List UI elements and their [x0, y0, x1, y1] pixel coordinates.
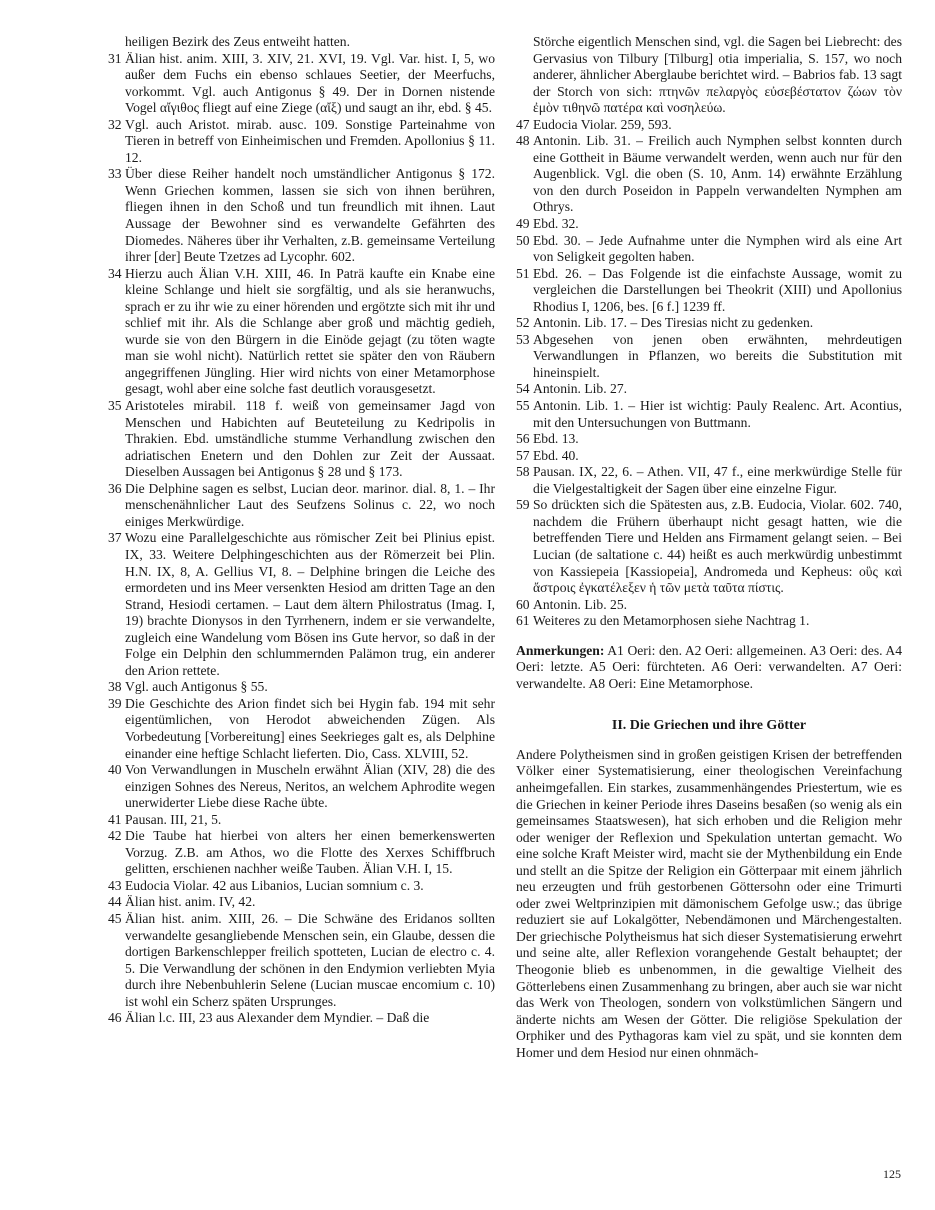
footnote-60: 60 Antonin. Lib. 25.	[516, 596, 628, 612]
footnote-55: 55 Antonin. Lib. 1. – Hier ist wichtig: Pauly Realenc. Art. Acontius, mit den Untersuchungen von Buttmann.	[516, 398, 902, 430]
footnote-36: 36 Die Delphine sagen es selbst, Lucian deor. marinor. dial. 8, 1. – Ihr menschenähnlicher Laut des Seufzens Solinus c. 22, wo noch einiges Merkwürdige.	[108, 480, 495, 529]
annotations	[516, 643, 902, 693]
footnote-51: 51 Ebd. 26. – Das Folgende ist die einfachste Aussage, womit zu vergleichen die Darstellungen bei Theokrit (XIII) und Apollonius Rhodius I, 1206, bes. [6 f.] 1239 ff.	[516, 265, 902, 314]
footnote-46-continuation: Störche eigentlich Menschen sind, vgl. die Sagen bei Liebrecht: des Gervasius von Tilbury [Tilburg] otia imperialia, S. 157, wo noch anderer, ähnlicher Aberglaube berichtet wird. – Babrios fab. 13 sagt der Storch von sich: πτηνῶν πελαργὸς εὐσεβέστατον ζώων τὸν ἐμὸν τιθηνῶ πατέρα καὶ νοσηλεύω.	[533, 34, 902, 116]
footnote-48: 48 Antonin. Lib. 31. – Freilich auch Nymphen selbst konnten durch eine Gottheit in Bäume verwandelt werden, wenn auch nur für den Augenblick. Vgl. die oben (S. 10, Anm. 14) erwähnte Erzählung von den durch Poseidon in Pappeln verwandelten Nymphen am Othrys.	[516, 133, 902, 215]
footnote-47: 47 Eudocia Violar. 259, 593.	[516, 116, 672, 132]
footnote-49: 49 Ebd. 32.	[516, 216, 579, 232]
footnote-continuation: heiligen Bezirk des Zeus entweiht hatten.	[125, 34, 350, 49]
footnote-34: 34 Hierzu auch Älian V.H. XIII, 46. In Paträ kaufte ein Knabe eine kleine Schlange und hielt sie sorgfältig, und als sie heranwuchs, sprach er zu ihr wie zu einer hörenden und ergötzte sich mit ihr und schlief mit ihr. Als die Schlange aber groß und mächtig gedieh, wurde sie von den Bürgern in die Einöde gejagt (zu töten wagte man sie wohl nicht). Natürlich rettet sie später den von Räubern angegriffenen Jüngling. Hier wird nichts von einer Metamorphose gesagt, wohl aber eine solche fast deutlich vorausgesetzt.	[108, 265, 495, 397]
footnote-57: 57 Ebd. 40.	[516, 447, 579, 463]
page-number: 125	[883, 1167, 901, 1181]
footnote-39: 39 Die Geschichte des Arion findet sich bei Hygin fab. 194 mit sehr eigentümlichen, von Herodot abweichenden Zügen. Als Vorbedeutung [Vorbereitung] eines Seekrieges galt es, als Delphine einander eine heftige Schlacht lieferten. Dio, Cass. XLVIII, 52.	[108, 695, 495, 761]
footnote-35: 35 Aristoteles mirabil. 118 f. weiß von gemeinsamer Jagd von Menschen und Habichten auf Beuteteilung zu Kedripolis in Thrakien. Ebd. umständliche stumme Verhandlung zwischen den adriatischen Enetern und den Dohlen zur Zeit der Aussaat. Dieselben Aussagen bei Antigonus § 28 und § 173.	[108, 398, 495, 480]
left-column	[108, 34, 495, 1027]
footnote-43: 43 Eudocia Violar. 42 aus Libanios, Lucian somnium c. 3.	[108, 877, 424, 893]
footnote-53: 53 Abgesehen von jenen oben erwähnten, mehrdeutigen Verwandlungen in Pflanzen, wo bereits die Substitution mit hineinspielt.	[516, 331, 902, 380]
footnote-50: 50 Ebd. 30. – Jede Aufnahme unter die Nymphen wird als eine Art von Seligkeit gegolten haben.	[516, 232, 902, 265]
body-paragraph: Andere Polytheismen sind in großen geistigen Krisen der betreffenden Völker einer Systematisierung, einer theologischen Vereinfachung anheimgefallen. Ein starkes, zusammenhängendes Priestertum, wie es die Griechen in keiner Periode ihres Daseins besaßen (so wenig als ein gemeinsames Staatswesen), hat sich erhoben und die Religion mehr oder weniger der Reflexion und Spekulation untertan gemacht. Wo eine solche Kraft Meister wird, macht sie der Mythenbildung ein Ende und stellt an die Spitze der Religion ein Götterpaar mit einem jährlich neu erzeugten und früh gestorbenen Göttersohn oder eine Trimurti oder zwei Weltprinzipien mit dämonischem Gefolge usw.; das übrige reduziert sie auf Lokalgötter, Nebendämonen und Märchengestalten. Der griechische Polytheismus hat sich dieser Systematisierung erwehrt und seine alte, aller Reflexion vorangehende Gestalt behauptet; der Theogonie blieb es unbenommen, in die gewaltige Vielheit des Götterlebens einen Zusammenhang zu bringen, aber auch sie war nicht das Werk von Theologen, sondern von volkstümlichen Sängern und änderte nichts am Wesen der Götter. Die religiöse Spekulation der Orphiker und des Pythagoras kam viel zu spät, und sie konnten dem Homer und dem Hesiod nur einen ohnmäch-	[516, 746, 902, 1060]
annotations-text: A1 Oeri: den. A2 Oeri: allgemeinen. A3 Oeri: des. A4 Oeri: letzte. A5 Oeri: fürchteten. A6 Oeri: verwandelten. A7 Oeri: verwandelte. A8 Oeri: Eine Metamorphose.	[516, 642, 902, 691]
section-heading: II. Die Griechen und ihre Götter	[611, 718, 807, 734]
footnote-32: 32 Vgl. auch Aristot. mirab. ausc. 109. Sonstige Parteinahme von Tieren in betreff von Einheimischen und Fremden. Apollonius § 11. 12.	[108, 116, 495, 165]
footnote-33: 33 Über diese Reiher handelt noch umständlicher Antigonus § 172. Wenn Griechen kommen, lassen sie sich von ihnen berühren, fliegen ihnen in den Schoß und tun freundlich mit ihnen. Laut Aussage der Bewohner sind es verwandelte Gefährten des Diomedes. Näheres über ihr Verhalten, z.B. gemeinsame Verteilung ihrer [der] Beute Tzetzes ad Lycophr. 602.	[108, 166, 495, 265]
footnote-37: 37 Wozu eine Parallelgeschichte aus römischer Zeit bei Plinius epist. IX, 33. Weitere Delphingeschichten aus der Römerzeit bei Plin. H.N. IX, 8, A. Gellius VI, 8. – Delphine bringen die Leiche des ermordeten und ins Meer versenkten Hesiod am dritten Tage an den Strand, Hesiodi certamen. – Laut dem ältern Philostratus (Imag. I, 19) brachte Dionysos in den Tyrrhenern, indem er sie verwandelte, zugleich eine Wandelung vom Bösen ins Gute hervor, so daß in der Folge ein Delphin den schlummernden Palämon trug, ein anderer den Arion rettete.	[108, 530, 495, 678]
right-column	[516, 34, 902, 1061]
annotations-label: Anmerkungen:	[516, 642, 605, 658]
footnote-40: 40 Von Verwandlungen in Muscheln erwähnt Älian (XIV, 28) die des einzigen Sohnes des Nereus, Neritos, an welchem Aphrodite wegen unerwiderter Liebe diese Rache übte.	[108, 762, 495, 811]
footnote-58: 58 Pausan. IX, 22, 6. – Athen. VII, 47 f., eine merkwürdige Stelle für die Vielgestaltigkeit der Sagen über eine einzelne Figur.	[516, 464, 902, 496]
footnote-56: 56 Ebd. 13.	[516, 431, 579, 447]
footnote-45: 45 Älian hist. anim. XIII, 26. – Die Schwäne des Eridanos sollten verwandelte gesangliebende Menschen sein, ein Glaube, dessen die dortigen Barkenschlepper freilich spotteten, Lucian de electro c. 4. 5. Die Verwandlung der schönen in den Endymion verliebten Myia durch ihre Nebenbuhlerin Selene (Lucian muscae encomium c. 10) ist wohl ein Scherz späten Ursprunges.	[108, 910, 495, 1009]
footnote-42: 42 Die Taube hat hierbei von alters her einen bemerkenswerten Vorzug. Z.B. am Athos, wo die Flotte des Xerxes Schiffbruch gelitten, erschienen nachher weiße Tauben. Älian V.H. I, 15.	[108, 828, 495, 877]
footnote-38: 38 Vgl. auch Antigonus § 55.	[108, 679, 268, 695]
footnote-44: 44 Älian hist. anim. IV, 42.	[108, 894, 256, 910]
footnote-41: 41 Pausan. III, 21, 5.	[108, 811, 222, 827]
footnote-31: 31 Älian hist. anim. XIII, 3. XIV, 21. XVI, 19. Vgl. Var. hist. I, 5, wo außer dem Fuchs ein ebenso schlaues Seetier, der Meerfuchs, vorkommt. Vgl. auch Antigonus § 49. Der in Dornen nistende Vogel αἴγιθος fliegt auf eine Ziege (αἴξ) und saugt an ihr, ebd. § 45.	[108, 50, 495, 116]
footnote-54: 54 Antonin. Lib. 27.	[516, 381, 628, 397]
footnote-52: 52 Antonin. Lib. 17. – Des Tiresias nicht zu gedenken.	[516, 315, 814, 331]
footnote-46: 46 Älian l.c. III, 23 aus Alexander dem Myndier. – Daß die	[108, 1010, 430, 1026]
footnote-59: 59 So drückten sich die Spätesten aus, z.B. Eudocia, Violar. 602. 740, nachdem die Frühern überhaupt nicht gesagt hatten, wie die betreffenden Tiere und Helden ans Firmament gelangt seien. – Bei Lucian (de saltatione c. 44) heißt es auch merkwürdig unbestimmt von Kassiepeia [Kassiopeia], Andromeda und Kepheus: οὓς καὶ ἄστροις ἐγκατέλεξεν ἡ τῶν μετὰ ταῦτα πίστις.	[516, 497, 902, 596]
footnote-61: 61 Weiteres zu den Metamorphosen siehe Nachtrag 1.	[516, 613, 810, 629]
